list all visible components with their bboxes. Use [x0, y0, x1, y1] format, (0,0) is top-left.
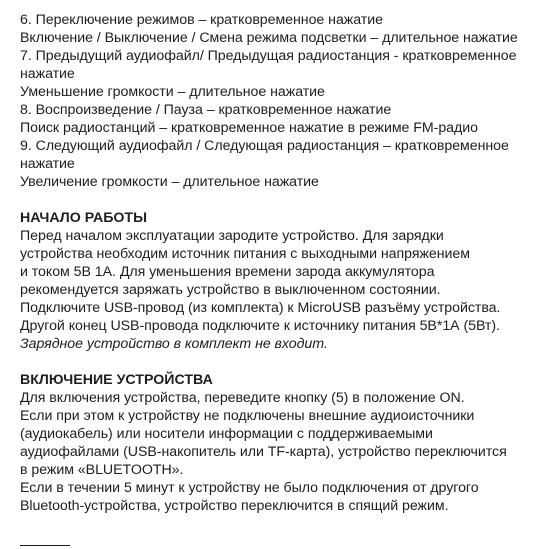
power-on-section [20, 371, 545, 515]
paragraph-line: устройства необходим источник питания с выходными напряжением [20, 246, 470, 262]
section-heading: ВКЛЮЧЕНИЕ УСТРОЙСТВА [20, 372, 213, 388]
paragraph-line: Для включения устройства, переведите кнопку (5) в положение ON. [20, 390, 465, 406]
manual-page [20, 11, 545, 515]
footnote-divider [20, 545, 70, 546]
charger-note: Зарядное устройство в комплект не входит. [20, 336, 328, 352]
section-spacer [20, 191, 545, 209]
control-line: 9. Следующий аудиофайл / Следующая радиостанция – кратковременное [20, 138, 509, 154]
control-line: Увеличение громкости – длительное нажатие [20, 174, 319, 190]
getting-started-section [20, 209, 545, 353]
control-line: Включение / Выключение / Смена режима подсветки – длительное нажатие [20, 30, 518, 46]
paragraph-line: Подключите USB-провод (из комплекта) к MicroUSB разъёму устройства. [20, 300, 501, 316]
control-line: Поиск радиостанций – кратковременное нажатие в режиме FM-радио [20, 120, 478, 136]
control-line: нажатие [20, 156, 75, 172]
paragraph-line: Если при этом к устройству не подключены внешние аудиоисточники [20, 408, 475, 424]
control-line: Уменьшение громкости – длительное нажатие [20, 84, 325, 100]
paragraph-line: (аудиокабель) или носители информации с поддерживаемыми [20, 426, 433, 442]
paragraph-line: и током 5В 1А. Для уменьшения времени зарода аккумулятора [20, 264, 435, 280]
paragraph-line: Если в течении 5 минут к устройству не было подключения от другого [20, 480, 479, 496]
paragraph-line: Bluetooth-устройства, устройство переключится в спящий режим. [20, 498, 449, 514]
control-line: 8. Воспроизведение / Пауза – кратковременное нажатие [20, 102, 392, 118]
section-heading: НАЧАЛО РАБОТЫ [20, 210, 147, 226]
paragraph-line: Другой конец USB-провода подключите к источнику питания 5В*1А (5Вт). [20, 318, 500, 334]
controls-section [20, 11, 545, 191]
paragraph-line: Перед началом эксплуатации зародите устройство. Для зарядки [20, 228, 444, 244]
section-spacer [20, 353, 545, 371]
control-line: 7. Предыдущий аудиофайл/ Предыдущая радиостанция - кратковременное [20, 48, 517, 64]
control-line: нажатие [20, 66, 75, 82]
paragraph-line: аудиофайлами (USB-накопитель или TF-карта), устройство переключится [20, 444, 507, 460]
paragraph-line: в режим «BLUETOOTH». [20, 462, 184, 478]
control-line: 6. Переключение режимов – кратковременное нажатие [20, 12, 383, 28]
paragraph-line: рекомендуется заряжать устройство в выключенном состоянии. [20, 282, 441, 298]
